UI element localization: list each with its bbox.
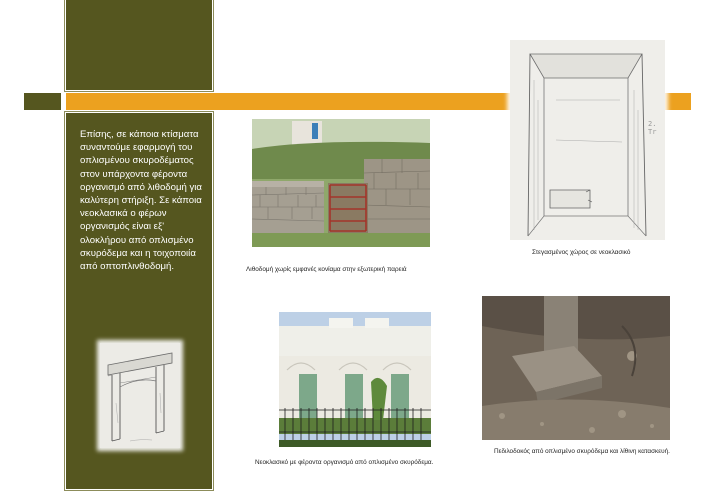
header-band-dark — [24, 93, 61, 110]
stone-wall-caption: Λιθοδομή χωρίς εμφανές κονίαμα στην εξωτερική παρειά — [246, 266, 407, 273]
covered-space-sketch-image — [510, 40, 665, 240]
neoclassical-house-photo — [279, 312, 431, 447]
stone-wall-photo — [252, 119, 430, 247]
svg-text:2.: 2. — [648, 120, 657, 128]
doorway-sketch-image — [100, 343, 180, 448]
covered-space-caption: Στεγασμένος χώρος σε νεοκλασικό — [532, 249, 631, 256]
svg-text:Tr: Tr — [648, 128, 657, 136]
footing-photo — [482, 296, 670, 440]
neoclassical-caption: Νεοκλασικό με φέροντα οργανισμό από οπλισμένο σκυρόδεμα. — [255, 459, 434, 466]
header-olive-block — [66, 0, 212, 90]
side-body-text: Επίσης, σε κάποια κτίσματα συναντούμε εφαρμογή του οπλισμένου σκυροδέματος στον υπάρχοντα φέροντα οργανισμό από λιθοδομή για καλύτερη στήριξη. Σε κάποια νεοκλασικά ο φέρων οργανισμός είναι εξ' ολοκλήρου από οπλισμένο σκυρόδεμα και η τοιχοποιία από οπτοπλινθοδομή. — [80, 129, 202, 273]
footing-caption: Πεδιλοδοκός από οπλισμένο σκυρόδεμα και λίθινη κατασκευή. — [494, 448, 670, 455]
